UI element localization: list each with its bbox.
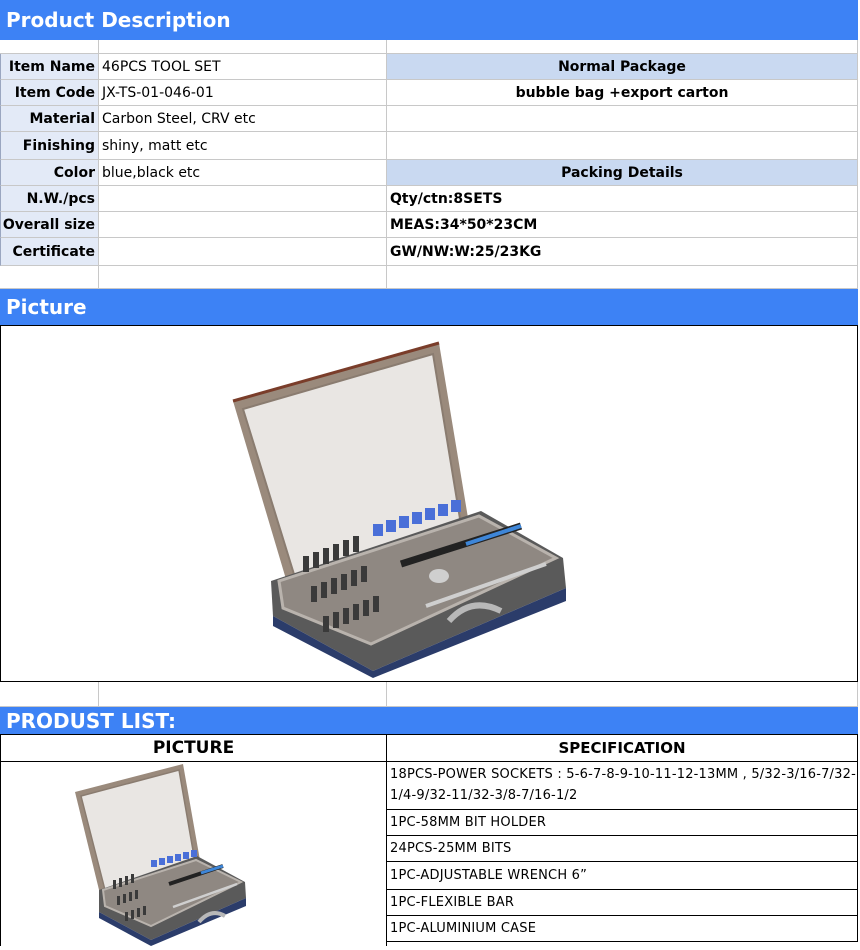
spec-row: 24PCS-25MM BITS [387, 836, 858, 862]
detail-value [99, 186, 387, 212]
product-list-header [0, 707, 858, 734]
picture-header [0, 289, 858, 325]
spec-line: 1/4-9/32-11/32-3/8-7/16-1/2 [390, 788, 578, 803]
empty-cell [387, 106, 858, 132]
detail-value: shiny, matt etc [99, 132, 387, 160]
detail-label: Overall size [0, 212, 99, 238]
carton-measurement: MEAS:34*50*23CM [387, 212, 858, 238]
tool-case-image [1, 326, 857, 681]
wrench [429, 569, 449, 583]
product-description-title: Product Description [6, 8, 231, 32]
picture-title: Picture [6, 295, 87, 319]
spacer-cell [99, 266, 387, 289]
picture-column-header: PICTURE [1, 735, 387, 762]
spacer-cell [387, 682, 858, 707]
packing-details-header: Packing Details [387, 160, 858, 186]
spec-row-sockets [387, 762, 858, 810]
detail-label: Certificate [0, 238, 99, 266]
product-list-title: PRODUST LIST: [6, 708, 177, 733]
specification-column-header: SPECIFICATION [387, 735, 858, 762]
detail-value: JX-TS-01-046-01 [99, 80, 387, 106]
spacer-cell [387, 266, 858, 289]
detail-label: Finishing [0, 132, 99, 160]
detail-label: N.W./pcs [0, 186, 99, 212]
picture-box [0, 325, 858, 682]
detail-label: Item Name [0, 54, 99, 80]
spacer-cell [387, 40, 858, 54]
empty-cell [387, 132, 858, 160]
detail-value: 46PCS TOOL SET [99, 54, 387, 80]
spec-row: 1PC-58MM BIT HOLDER [387, 810, 858, 836]
spacer-cell [99, 40, 387, 54]
normal-package-value: bubble bag +export carton [387, 80, 858, 106]
spec-line: 18PCS-POWER SOCKETS : 5-6-7-8-9-10-11-12-13MM , 5/32-3/16-7/32- [390, 767, 856, 782]
detail-label: Item Code [0, 80, 99, 106]
detail-value [99, 238, 387, 266]
gross-net-weight: GW/NW:W:25/23KG [387, 238, 858, 266]
detail-value: blue,black etc [99, 160, 387, 186]
detail-value: Carbon Steel, CRV etc [99, 106, 387, 132]
tool-case-thumbnail [1, 762, 385, 946]
qty-per-carton: Qty/ctn:8SETS [387, 186, 858, 212]
spacer-cell [0, 266, 99, 289]
normal-package-header: Normal Package [387, 54, 858, 80]
spec-row: 1PC-ADJUSTABLE WRENCH 6” [387, 862, 858, 890]
detail-label: Material [0, 106, 99, 132]
spec-row: 1PC-FLEXIBLE BAR [387, 890, 858, 916]
detail-value [99, 212, 387, 238]
product-thumbnail-cell [1, 762, 387, 946]
spacer-cell [99, 682, 387, 707]
detail-label: Color [0, 160, 99, 186]
product-description-header [0, 0, 858, 40]
spacer-cell [0, 682, 99, 707]
spacer-cell [0, 40, 99, 54]
spec-row: 1PC-ALUMINIUM CASE [387, 916, 858, 942]
